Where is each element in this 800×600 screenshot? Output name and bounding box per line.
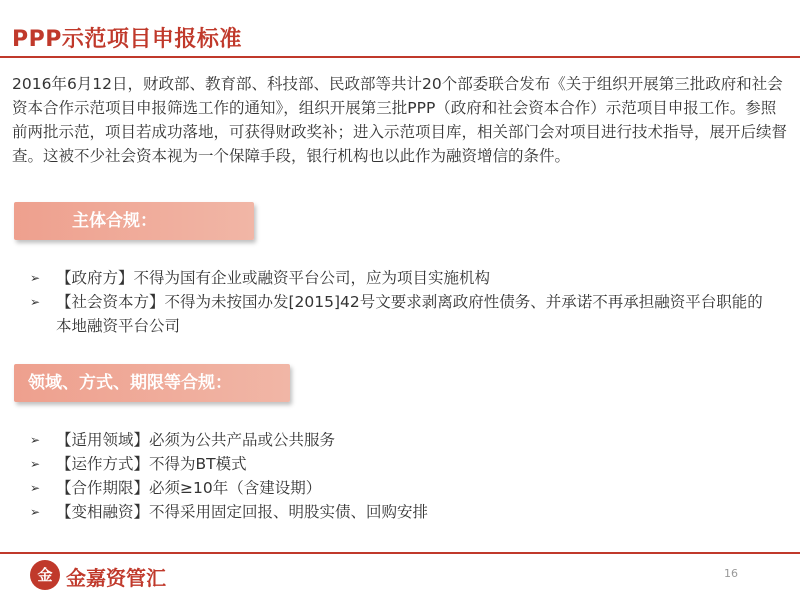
section-tab-domain-compliance: 领域、方式、期限等合规： [14,364,290,402]
list-item-text: 【适用领域】必须为公共产品或公共服务 [56,431,336,449]
brand-name: 金嘉资管汇 [66,566,166,590]
section-tab-subject-compliance: 主体合规： [14,202,254,240]
list-item-text: 【社会资本方】不得为未按国办发[2015]42号文要求剥离政府性债务、并承诺不再承担融资平台职能的本地融资平台公司 [56,293,763,335]
title-divider [0,56,800,58]
page-number: 16 [724,567,738,580]
arrow-bullet-icon: ➢ [30,457,41,471]
list-item-text: 【变相融资】不得采用固定回报、明股实债、回购安排 [56,503,429,521]
list-item [28,452,768,476]
arrow-bullet-icon: ➢ [30,481,41,495]
list-item [28,476,768,500]
arrow-bullet-icon: ➢ [30,271,41,285]
list-item [28,266,768,290]
list-item-text: 【合作期限】必须≥10年（含建设期） [56,479,322,497]
domain-compliance-list [28,428,768,524]
arrow-bullet-icon: ➢ [30,433,41,447]
footer-divider [0,552,800,554]
title-bar [0,0,800,60]
arrow-bullet-icon: ➢ [30,295,41,309]
arrow-bullet-icon: ➢ [30,505,41,519]
list-item-text: 【运作方式】不得为BT模式 [56,455,247,473]
subject-compliance-list [28,266,768,338]
list-item [28,428,768,452]
list-item [28,500,768,524]
intro-paragraph: 2016年6月12日，财政部、教育部、科技部、民政部等共计20个部委联合发布《关于组织开展第三批政府和社会资本合作示范项目申报筛选工作的通知》，组织开展第三批PPP（政府和社会资本合作）示范项目申报工作。参照前两批示范，项目若成功落地，可获得财政奖补；进入示范项目库，相关部门会对项目进行技术指导，展开后续督查。这被不少社会资本视为一个保障手段，银行机构也以此作为融资增信的条件。 [12,75,788,165]
list-item-text: 【政府方】不得为国有企业或融资平台公司，应为项目实施机构 [56,269,491,287]
list-item [28,290,768,338]
brand-logo-icon: 金 [30,560,60,590]
page-title: PPP示范项目申报标准 [12,27,242,52]
